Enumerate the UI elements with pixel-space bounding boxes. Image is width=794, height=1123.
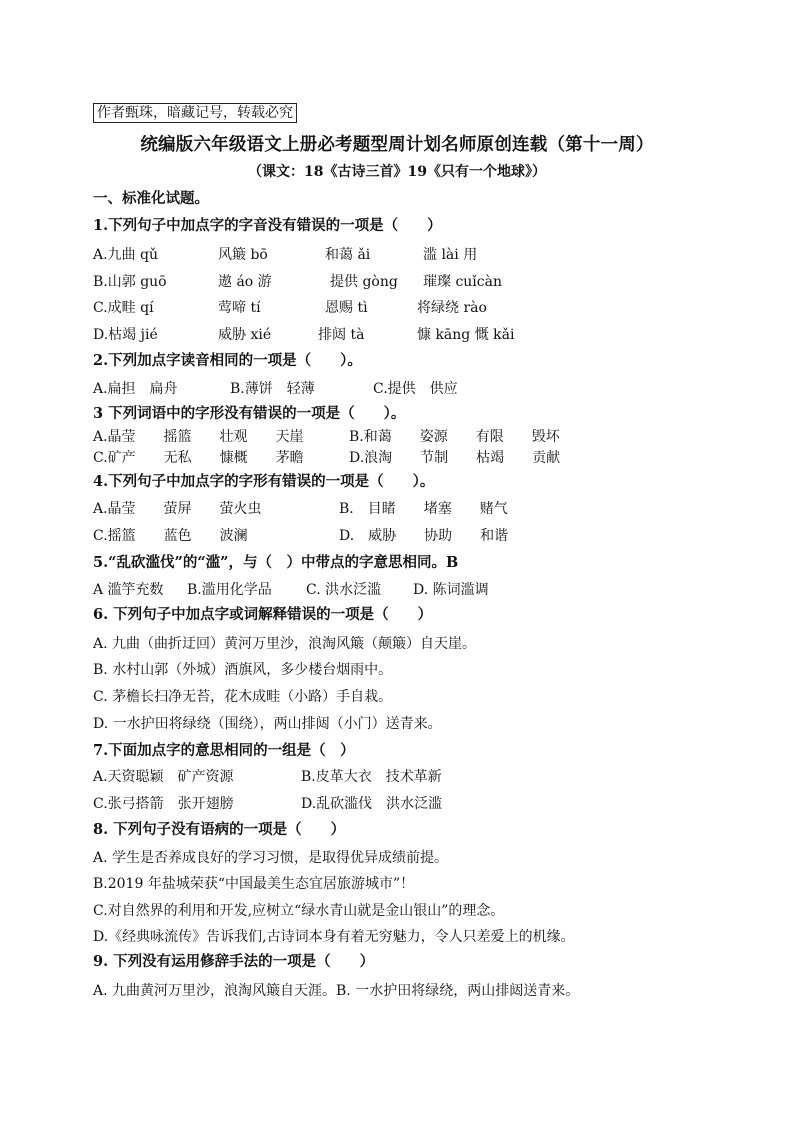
option: B.薄饼 轻薄 xyxy=(230,381,315,397)
option: 莺啼 tí xyxy=(218,300,261,316)
option: C.张弓搭箭 张开翅膀 xyxy=(93,796,234,812)
option: D. 陈词滥调 xyxy=(413,582,489,598)
option: 遨 áo 游 xyxy=(218,274,272,290)
option: 风簸 bō xyxy=(218,247,268,263)
question-2-stem: 2.下列加点字读音相同的一项是（ ）。 xyxy=(93,352,362,369)
option: 滥 lài 用 xyxy=(423,247,478,263)
question-4-stem: 4.下列句子中加点字的字形有错误的一项是（ ）。 xyxy=(93,473,435,490)
question-6-option-a: A. 九曲（曲折迂回）黄河万里沙，浪淘风簸（颠簸）自天崖。 xyxy=(93,636,477,652)
question-8-option-c: C.对自然界的利用和开发,应树立“绿水青山就是金山银山”的理念。 xyxy=(93,903,505,919)
option: B.皮革大衣 技术革新 xyxy=(301,769,442,785)
question-9-options: A. 九曲黄河万里沙，浪淘风簸自天涯。B. 一水护田将绿绕，两山排闼送青来。 xyxy=(93,983,580,999)
option: C. 洪水泛滥 xyxy=(306,582,382,598)
option: D. 威胁 协助 和谐 xyxy=(339,528,509,544)
option: D.浪淘 节制 枯竭 贡献 xyxy=(349,450,561,466)
option: 威胁 xié xyxy=(218,327,272,343)
option: 排闼 tà xyxy=(318,327,365,343)
question-6-option-b: B. 水村山郭（外城）酒旗风，多少楼台烟雨中。 xyxy=(93,662,393,678)
option: C.摇篮 蓝色 波澜 xyxy=(93,528,248,544)
option: B.滥用化学品 xyxy=(187,582,272,598)
question-8-option-a: A. 学生是否养成良好的学习习惯，是取得优异成绩前提。 xyxy=(93,850,449,866)
option: B. 目睹 堵塞 赌气 xyxy=(339,501,508,517)
page-title: 统编版六年级语文上册必考题型周计划名师原创连载（第十一周） xyxy=(140,135,654,155)
option: A.扁担 扁舟 xyxy=(93,381,178,397)
question-9-stem: 9. 下列没有运用修辞手法的一项是（ ） xyxy=(93,953,375,970)
option: C.提供 供应 xyxy=(373,381,458,397)
question-5-stem: 5.“乱砍滥伐”的“滥”，与（ ）中带点的字意思相同。B xyxy=(93,554,459,571)
question-8-option-d: D.《经典咏流传》告诉我们,古诗词本身有着无穷魅力，令人只差爱上的机缘。 xyxy=(93,929,575,945)
question-6-option-c: C. 茅檐长扫净无苔，花木成畦（小路）手自栽。 xyxy=(93,689,393,705)
option: A.天资聪颖 矿产资源 xyxy=(93,769,234,785)
option: D.枯竭 jié xyxy=(93,327,158,343)
option: C.矿产 无私 慷概 茅瞻 xyxy=(93,450,304,466)
question-3-stem: 3 下列词语中的字形没有错误的一项是（ ）。 xyxy=(93,405,406,422)
option: B.山郭 guō xyxy=(93,274,167,290)
question-8-stem: 8. 下列句子没有语病的一项是（ ） xyxy=(93,821,346,838)
question-6-option-d: D. 一水护田将绿绕（围绕），两山排闼（小门）送青来。 xyxy=(93,716,442,732)
option: 璀璨 cuǐcàn xyxy=(423,274,502,290)
option: A.晶莹 摇篮 壮观 天崖 xyxy=(93,429,304,445)
question-6-stem: 6. 下列句子中加点字或词解释错误的一项是（ ） xyxy=(93,606,433,623)
option: D.乱砍滥伐 洪水泛滥 xyxy=(301,796,443,812)
option: 恩赐 tì xyxy=(325,300,368,316)
section-heading: 一、标准化试题。 xyxy=(93,190,209,207)
option: C.成畦 qí xyxy=(93,300,154,316)
option: A 滥竽充数 xyxy=(93,582,164,598)
copyright-notice: 作者甄珠，暗藏记号，转载必究 xyxy=(93,103,297,123)
option: 提供 gòng xyxy=(330,274,398,290)
option: B.和蔼 姿源 有限 毁坏 xyxy=(349,429,560,445)
option: A.晶莹 萤屏 萤火虫 xyxy=(93,501,262,517)
question-8-option-b: B.2019 年盐城荣获“中国最美生态宜居旅游城市”！ xyxy=(93,876,415,892)
question-7-stem: 7.下面加点字的意思相同的一组是（ ） xyxy=(93,742,355,759)
page-subtitle: （课文：18《古诗三首》19《只有一个地球》） xyxy=(248,164,546,180)
option: 和蔼 ǎi xyxy=(325,247,371,263)
option: 将绿绕 rào xyxy=(417,300,487,316)
option: A.九曲 qǔ xyxy=(93,247,158,263)
question-1-stem: 1.下列句子中加点字的字音没有错误的一项是（ ） xyxy=(93,217,442,234)
option: 慷 kāng 慨 kǎi xyxy=(417,327,515,343)
